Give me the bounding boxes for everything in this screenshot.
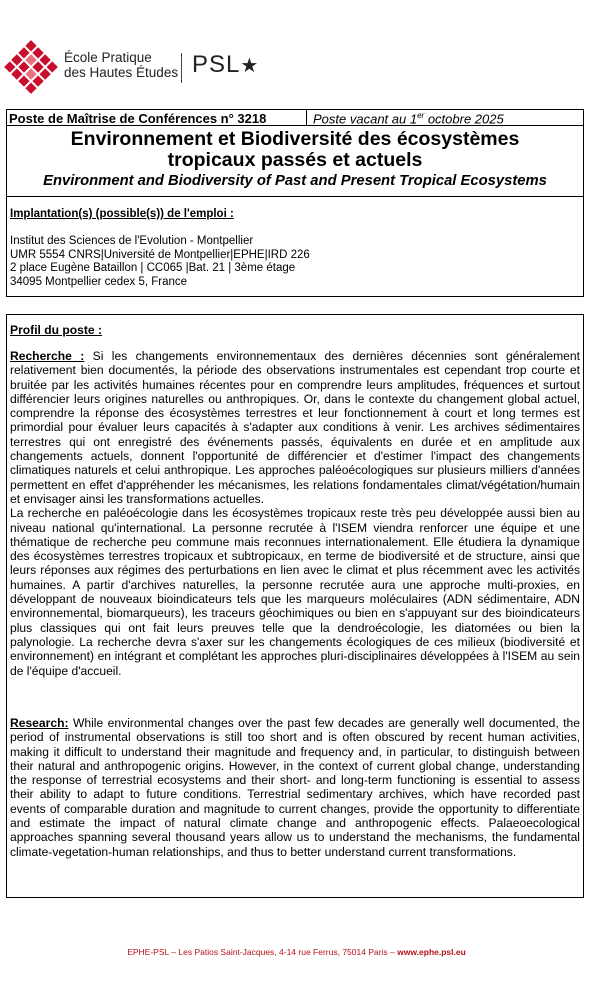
footer-address: EPHE-PSL – Les Patios Saint-Jacques, 4-14 rue Ferrus, 75014 Paris – xyxy=(127,947,398,957)
research-paragraph xyxy=(10,716,580,859)
psl-label: PSL xyxy=(192,51,241,78)
title-fr-line-1: Environnement et Biodiversité des écosystèmes xyxy=(70,128,520,150)
footer xyxy=(0,947,593,957)
address-line: 2 place Eugène Bataillon | CC065 |Bat. 21 | 3ème étage xyxy=(10,262,296,275)
implantation-address xyxy=(10,235,310,289)
ephe-logo-icon xyxy=(2,38,60,96)
recherche-paragraph xyxy=(10,349,580,678)
recherche-text-2: La recherche en paléoécologie dans les écosystèmes tropicaux reste très peu développée aussi bien au niveau national qu'international. La personne recrutée à l'ISEM viendra renforcer une équipe et une thématique de recherche peu commune mais reconnues internationalement. Elle étudiera la dynamique des écosystèmes terrestres tropicaux et subtropicaux, en terme de biodiversité et de structure, ainsi que leurs réponses aux régimes des perturbations en lien avec le climat et plus récemment avec les activités humaines. A partir d'archives naturelles, la personne recrutée aura une approche multi-proxies, en développant de nouveaux bioindicateurs tels que les marqueurs moléculaires (ADN sédimentaire, ADN environnemental, biomarqueurs), les traceurs géochimiques ou bien en s'appuyant sur des bioindicateurs plus classiques qui ont fait leurs preuves telle que la dendroécologie, les diatomées ou bien la palynologie. La recherche devra s'axer sur les changements écologiques de ces milieux (biodiversité et environnement) en intégrant et complétant les approches pluri-disciplinaires développées à l'ISEM au sein de l'équipe d'accueil. xyxy=(10,506,580,678)
recherche-text: Si les changements environnementaux des dernières décennies sont généralement relativement bien documentés, la période des observations instrumentales est cependant trop courte et bruitée par les activités humaines récentes pour en comprendre leurs amplitudes, fréquences et surtout différencier leurs origines naturelles ou anthropiques. Or, dans le contexte du changement global actuel, comprendre la réponse des écosystèmes terrestres et leur fonctionnement à court et long termes est primordial pour évaluer leurs capacités à s'adapter aux conditions à venir. Les archives sédimentaires terrestres qui ont enregistré des événements passés, équivalents en durée et en amplitude aux changements actuels, donnent l'opportunité de différencier et d'estimer l'impact des changements climatiques naturels et celui anthropique. Les approches paléoécologiques sur plusieurs milliers d'années permettent en effet d'appréhender les mécanismes, les relations fondamentales climat/végétation/humain et envisager ainsi les transformations actuelles. xyxy=(10,349,580,506)
title-fr-line-2: tropicaux passés et actuels xyxy=(167,149,423,171)
star-icon: ★ xyxy=(240,55,260,77)
psl-logo xyxy=(192,51,259,79)
address-line: UMR 5554 CNRS|Université de Montpellier|EPHE|IRD 226 xyxy=(10,248,310,261)
address-line: Institut des Sciences de l'Evolution - Montpellier xyxy=(10,235,254,247)
logo-divider xyxy=(181,53,182,83)
implantation-heading: Implantation(s) (possible(s)) de l'emploi : xyxy=(10,208,234,220)
poste-label: Poste de Maîtrise de Conférences n° 3218 xyxy=(7,110,307,125)
logo-text xyxy=(64,50,178,80)
poste-row xyxy=(6,109,584,126)
address-line: 34095 Montpellier cedex 5, France xyxy=(10,275,188,288)
research-label: Research: xyxy=(10,716,69,730)
profil-heading: Profil du poste : xyxy=(10,323,103,337)
footer-link[interactable]: www.ephe.psl.eu xyxy=(397,947,466,957)
title-fr xyxy=(7,129,583,171)
logo-line-1: École Pratique xyxy=(64,50,152,65)
recherche-label: Recherche : xyxy=(10,349,85,363)
profil-box xyxy=(6,314,584,898)
title-en: Environment and Biodiversity of Past and Present Tropical Ecosystems xyxy=(43,173,547,189)
logo-line-2: des Hautes Études xyxy=(64,65,179,80)
research-text: While environmental changes over the past few decades are generally well documented, the period of instrumental observations is still too short and is often obscured by recent human activities, making it difficult to understand their magnitude and frequency and, in particular, to distinguish between their natural and anthropogenic origins. However, in the context of current global change, understanding the response of terrestrial ecosystems and their short- and long-term functioning is essential to assess their ability to adapt to future conditions. Terrestrial sedimentary archives, which have recorded past events of comparable duration and magnitude to current changes, provide the opportunity to differentiate and estimate the impact of natural climate change and anthropogenic effects. Palaeoecological approaches spanning several thousand years allow us to understand the mechanisms, the fundamental climate-vegetation-human relationships, and thus to better understand current transformations. xyxy=(10,716,580,859)
institution-logo xyxy=(2,38,302,94)
title-box xyxy=(6,125,584,197)
implantation-box xyxy=(6,196,584,297)
poste-vacant: Poste vacant au 1er octobre 2025 xyxy=(313,111,504,127)
